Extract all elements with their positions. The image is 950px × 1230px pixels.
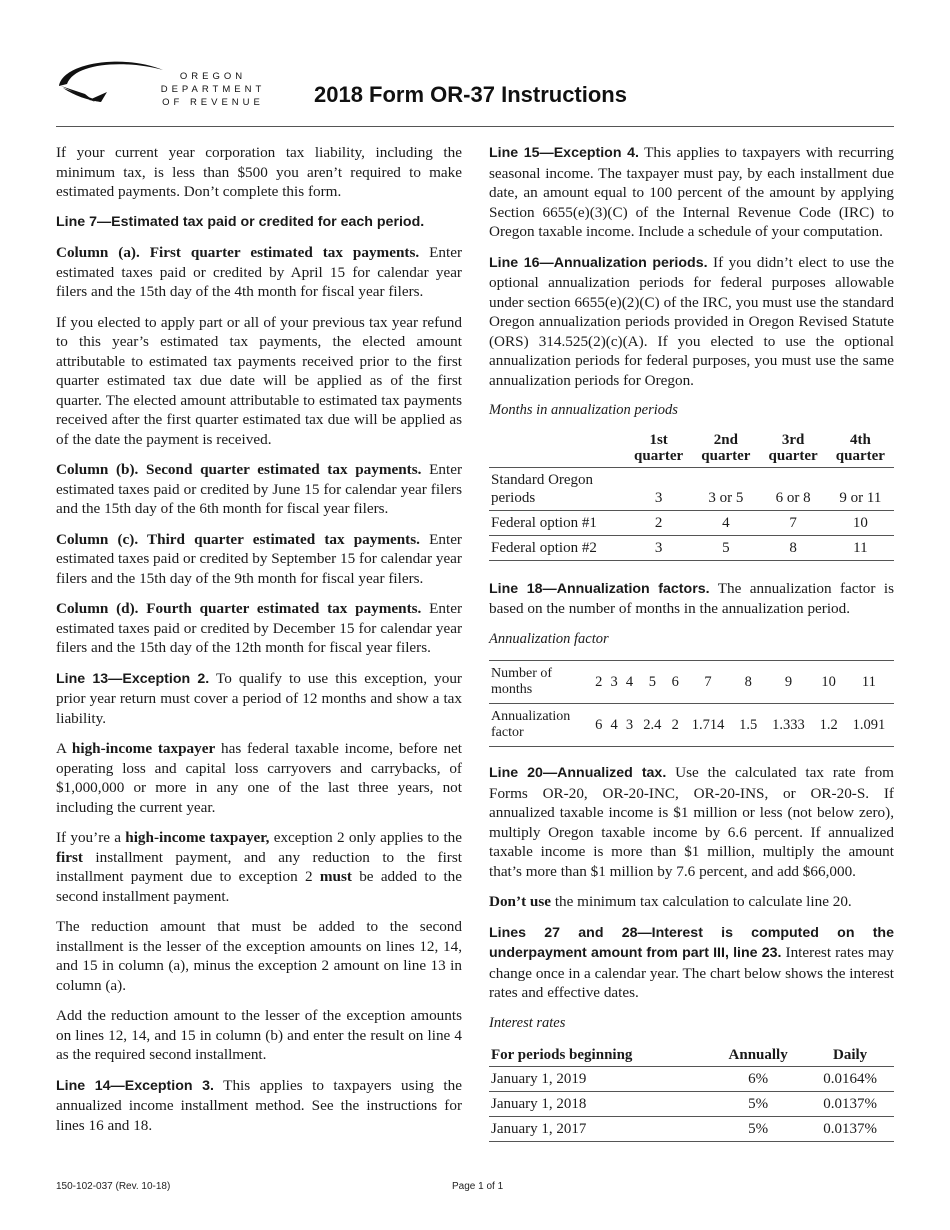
table-cell: 1.2 bbox=[814, 704, 844, 747]
header-periods: For periods beginning bbox=[489, 1044, 710, 1067]
left-column bbox=[56, 143, 462, 1146]
table-cell: 10 bbox=[827, 510, 894, 535]
table-header-row bbox=[489, 1044, 894, 1067]
line20-paragraph bbox=[489, 763, 894, 881]
table-cell: 5% bbox=[710, 1117, 806, 1142]
emphasis-must: must bbox=[319, 868, 352, 885]
table-cell: 7 bbox=[760, 510, 827, 535]
table-row bbox=[489, 1067, 894, 1092]
table-cell: 3 bbox=[622, 704, 637, 747]
text-run: exception 2 only applies to the bbox=[269, 829, 462, 846]
table-cell: 8 bbox=[733, 661, 763, 704]
column-b-heading: Column (b). Second quarter estimated tax payments. bbox=[56, 461, 422, 478]
table-cell: 8 bbox=[760, 535, 827, 560]
form-revision-code: 150-102-037 (Rev. 10-18) bbox=[56, 1181, 171, 1192]
table-cell: 1.091 bbox=[844, 704, 894, 747]
header-text: quarter bbox=[768, 447, 818, 464]
table-cell: 2 bbox=[625, 510, 692, 535]
table-cell: 9 or 11 bbox=[827, 467, 894, 510]
right-column bbox=[489, 143, 894, 1142]
row-label-text: Annualization bbox=[491, 709, 571, 724]
line13-text: To qualify to use this exception, your prior year return must cover a period of 12 months and show a tax liability. bbox=[56, 669, 462, 727]
emphasis-first: first bbox=[56, 848, 83, 866]
high-income-term: high-income taxpayer, bbox=[125, 829, 270, 846]
column-b-text: Enter estimated taxes paid or credited by June 15 for calendar year filers and the 15th day of the 6th month for fiscal year filers. bbox=[56, 461, 463, 517]
table-cell: 1.714 bbox=[683, 704, 733, 747]
add-reduction-paragraph: Add the reduction amount to the lesser of the exception amounts on lines 12, 14, and 15 in column (b) and enter the result on line 4 as the required second installment. bbox=[56, 1007, 462, 1063]
text-run: has federal taxable income, before net operating loss and capital loss carryovers and carrybacks, of $1,000,000 or more in any one of the last three years, not including the current year. bbox=[56, 740, 462, 816]
table-row bbox=[489, 704, 894, 747]
lines27-28-heading: Lines 27 and 28—Interest is computed on the underpayment amount from part III, line 23. bbox=[489, 924, 894, 961]
intro-paragraph: If your current year corporation tax liability, including the minimum tax, is less than $500 you aren’t required to make estimated payments. Don’t complete this form. bbox=[56, 144, 462, 200]
line13-heading: Line 13—Exception 2. bbox=[56, 670, 210, 687]
table-cell: 10 bbox=[814, 661, 844, 704]
row-label bbox=[489, 661, 591, 704]
page-title: 2018 Form OR-37 Instructions bbox=[314, 82, 627, 107]
line16-paragraph bbox=[489, 253, 894, 391]
line20-text: Use the calculated tax rate from Forms OR-20, OR-20-INC, OR-20-INS, or OR-20-S. If annualized taxable income is $1 million or less (not below zero), multiply Oregon taxable income by 6.6 percent. If annualized taxable income is more than $1 million, multiply the amount that’s more than $1 million by 7.6 percent, and add $66,000. bbox=[489, 764, 894, 880]
high-income-definition bbox=[56, 739, 462, 817]
table-cell: 6% bbox=[710, 1067, 806, 1092]
row-label bbox=[489, 467, 625, 510]
table-cell: 5 bbox=[637, 661, 667, 704]
row-label: Federal option #1 bbox=[489, 510, 625, 535]
dont-use-text: the minimum tax calculation to calculate line 20. bbox=[551, 893, 852, 910]
table-row bbox=[489, 661, 894, 704]
header-text: 1st bbox=[649, 431, 668, 448]
table-cell: 3 bbox=[625, 467, 692, 510]
logo-line-1: OREGON bbox=[179, 71, 247, 82]
dont-use-paragraph bbox=[489, 892, 894, 912]
header-text: 4th bbox=[849, 431, 871, 448]
table-row bbox=[489, 467, 894, 510]
header-blank bbox=[489, 432, 625, 468]
header-1st-quarter bbox=[625, 432, 692, 468]
column-a-text: Enter estimated taxes paid or credited by April 15 for calendar year filers and the 15th day of the 4th month for fiscal year filers. bbox=[56, 244, 462, 300]
logo-line-2: DEPARTMENT bbox=[160, 84, 266, 95]
column-a-paragraph bbox=[56, 243, 462, 302]
row-label-text: months bbox=[491, 682, 533, 697]
header-annually: Annually bbox=[710, 1044, 806, 1067]
table-cell: 11 bbox=[844, 661, 894, 704]
line14-heading: Line 14—Exception 3. bbox=[56, 1077, 214, 1094]
column-a-heading: Column (a). First quarter estimated tax payments. bbox=[56, 244, 420, 261]
text-run: A bbox=[56, 740, 72, 757]
table-cell: 0.0137% bbox=[806, 1117, 894, 1142]
rates-table-caption: Interest rates bbox=[489, 1014, 566, 1031]
line15-paragraph bbox=[489, 143, 894, 242]
header-text: 2nd bbox=[713, 431, 738, 448]
interest-rates-table bbox=[489, 1044, 894, 1142]
months-table-caption: Months in annualization periods bbox=[489, 402, 678, 418]
row-label: Federal option #2 bbox=[489, 535, 625, 560]
column-d-paragraph bbox=[56, 599, 462, 658]
column-b-paragraph bbox=[56, 460, 462, 519]
table-row bbox=[489, 1117, 894, 1142]
table-cell: 7 bbox=[683, 661, 733, 704]
line15-heading: Line 15—Exception 4. bbox=[489, 145, 639, 161]
table-header-row bbox=[489, 432, 894, 468]
table-row bbox=[489, 510, 894, 535]
logo-line-3: OF REVENUE bbox=[162, 97, 264, 108]
table-cell: 1.333 bbox=[763, 704, 813, 747]
refund-paragraph: If you elected to apply part or all of your previous tax year refund to this year’s estimated tax payments, the elected amount attributable to estimated tax payments received prior to the first quarter estimated tax due date will be applied as of the first quarter. The elected amount attributable to estimated tax payments received after the first quarter estimated tax due will be applied as of the date the payment is received. bbox=[56, 313, 462, 448]
page-number: Page 1 of 1 bbox=[452, 1181, 504, 1192]
reduction-paragraph: The reduction amount that must be added to the second installment is the lesser of the exception amounts on lines 12, 14, and 15 in column (a), minus the exception 2 amount on line 13 in column (a). bbox=[56, 918, 462, 994]
column-c-heading: Column (c). Third quarter estimated tax payments. bbox=[56, 530, 420, 548]
dont-use-emphasis: Don’t use bbox=[489, 893, 552, 910]
table-cell: 6 or 8 bbox=[760, 467, 827, 510]
line16-text: If you didn’t elect to use the optional annualization periods for federal purposes allowable under section 6655(e)(2)(C) of the IRC, you must use the standard Oregon annualization periods provided in Oregon Revised Statute (ORS) 314.525(2)(c)(A). If you elected to use the optional annualization periods for federal purposes, you must use the same annualization periods for Oregon. bbox=[489, 253, 894, 389]
header-4th-quarter bbox=[827, 432, 894, 468]
line14-text: This applies to taxpayers using the annualized income installment method. See the instructions for lines 16 and 18. bbox=[56, 1076, 462, 1134]
text-run: installment payment, and any reduction to the first installment payment due to exception 2 bbox=[56, 848, 462, 885]
line7-heading: Line 7—Estimated tax paid or credited for each period. bbox=[56, 213, 425, 230]
table-cell: January 1, 2018 bbox=[489, 1092, 710, 1117]
table-cell: 2 bbox=[668, 704, 683, 747]
header-text: quarter bbox=[701, 447, 751, 464]
table-cell: 3 bbox=[625, 535, 692, 560]
row-label bbox=[489, 704, 591, 747]
table-cell: 3 bbox=[606, 661, 621, 704]
header-text: 3rd bbox=[781, 431, 805, 448]
table-cell: 1.5 bbox=[733, 704, 763, 747]
table-cell: 6 bbox=[668, 661, 683, 704]
column-d-text: Enter estimated taxes paid or credited by December 15 for calendar year filers and the 15th day of the 12th month for fiscal year filers. bbox=[56, 600, 462, 656]
header-3rd-quarter bbox=[760, 432, 827, 468]
table-cell: January 1, 2019 bbox=[489, 1067, 710, 1092]
row-label-text: Number of bbox=[491, 666, 553, 681]
header-daily: Daily bbox=[806, 1044, 894, 1067]
table-cell: 4 bbox=[692, 510, 759, 535]
lines27-28-paragraph bbox=[489, 923, 894, 1003]
column-d-heading: Column (d). Fourth quarter estimated tax payments. bbox=[56, 600, 422, 617]
header-divider bbox=[56, 126, 894, 127]
annualization-factor-table bbox=[489, 660, 894, 747]
row-label-text: periods bbox=[491, 489, 536, 506]
header-2nd-quarter bbox=[692, 432, 759, 468]
text-run: be added to the second installment payment. bbox=[56, 868, 462, 905]
line13-paragraph bbox=[56, 669, 462, 729]
table-cell: 6 bbox=[591, 704, 606, 747]
high-income-rule bbox=[56, 828, 462, 906]
table-cell: 5 bbox=[692, 535, 759, 560]
line16-heading: Line 16—Annualization periods. bbox=[489, 254, 708, 271]
table-cell: 2.4 bbox=[637, 704, 667, 747]
line20-heading: Line 20—Annualized tax. bbox=[489, 765, 667, 781]
column-c-paragraph bbox=[56, 530, 462, 589]
table-cell: 2 bbox=[591, 661, 606, 704]
oregon-revenue-logo bbox=[55, 56, 266, 112]
table-cell: 0.0164% bbox=[806, 1067, 894, 1092]
swoosh-icon bbox=[55, 56, 165, 112]
table-cell: 4 bbox=[606, 704, 621, 747]
table-cell: 5% bbox=[710, 1092, 806, 1117]
text-run: If you’re a bbox=[56, 829, 126, 846]
table-cell: January 1, 2017 bbox=[489, 1117, 710, 1142]
annualization-periods-table bbox=[489, 432, 894, 561]
table-row bbox=[489, 1092, 894, 1117]
table-cell: 0.0137% bbox=[806, 1092, 894, 1117]
column-c-text: Enter estimated taxes paid or credited by September 15 for calendar year filers and the 15th day of the 9th month for fiscal year filers. bbox=[56, 530, 462, 587]
factor-table-caption: Annualization factor bbox=[489, 630, 609, 647]
row-label-text: Standard Oregon bbox=[491, 471, 594, 488]
table-row bbox=[489, 535, 894, 560]
header-text: quarter bbox=[835, 447, 885, 464]
line18-paragraph bbox=[489, 579, 894, 619]
table-cell: 3 or 5 bbox=[692, 467, 759, 510]
line18-heading: Line 18—Annualization factors. bbox=[489, 580, 710, 597]
table-cell: 4 bbox=[622, 661, 637, 704]
high-income-term: high-income taxpayer bbox=[71, 740, 216, 757]
row-label-text: factor bbox=[491, 725, 524, 740]
line18-text: The annualization factor is based on the number of months in the annualization period. bbox=[489, 579, 894, 617]
table-cell: 11 bbox=[827, 535, 894, 560]
table-cell: 9 bbox=[763, 661, 813, 704]
line15-text: This applies to taxpayers with recurring seasonal income. The taxpayer must pay, by each installment due date, an amount equal to 100 percent of the amount by applying Section 6655(e)(3)(C) of the Internal Revenue Code (IRC) to Oregon taxable income. Include a schedule of your computation. bbox=[489, 144, 894, 240]
lines27-28-text: Interest rates may change once in a calendar year. The chart below shows the interest rates and effective dates. bbox=[489, 944, 894, 1001]
line14-paragraph bbox=[56, 1076, 462, 1136]
header-text: quarter bbox=[634, 447, 684, 464]
